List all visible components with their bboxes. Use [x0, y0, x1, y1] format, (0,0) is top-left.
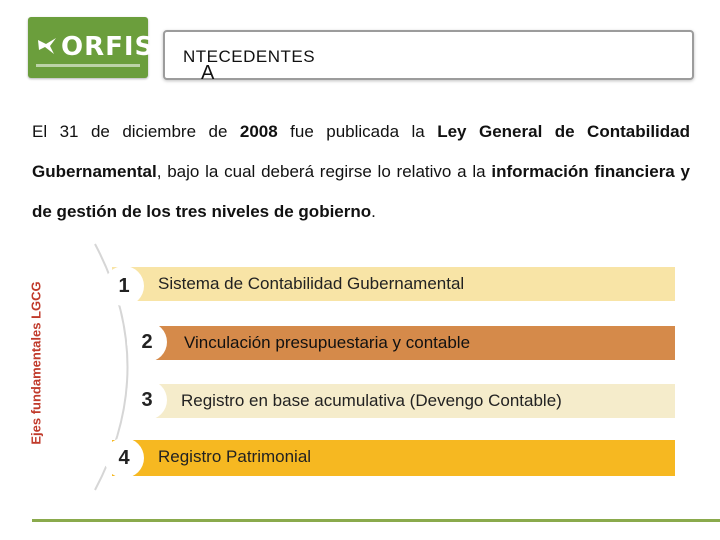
item-2-number: 2	[127, 322, 167, 362]
item-3-label: Registro en base acumulativa (Devengo Contable)	[181, 391, 562, 410]
axis-label: Ejes fundamentales LGCG	[28, 281, 44, 445]
bottom-divider	[32, 519, 720, 522]
item-3-number: 3	[127, 380, 167, 420]
item-2-label: Vinculación presupuestaria y contable	[184, 333, 471, 352]
page-title: A NTECEDENTES	[183, 47, 316, 84]
item-4-number: 4	[104, 438, 144, 478]
item-3-band	[139, 384, 675, 418]
item-1-band	[112, 267, 675, 301]
item-4-band	[112, 440, 675, 476]
item-4-label: Registro Patrimonial	[158, 447, 312, 466]
item-1-label: Sistema de Contabilidad Gubernamental	[158, 274, 465, 293]
item-1-number: 1	[104, 266, 144, 306]
logo-text: ORFIS	[61, 32, 155, 62]
intro-paragraph: El 31 de diciembre de 2008 fue publicada la Ley General de Contabilidad Gubernamental, bajo la cual deberá regirse lo relativo a la información financiera y de gestión de los tres niveles de gobierno.	[32, 122, 690, 221]
item-2-band	[139, 326, 675, 360]
